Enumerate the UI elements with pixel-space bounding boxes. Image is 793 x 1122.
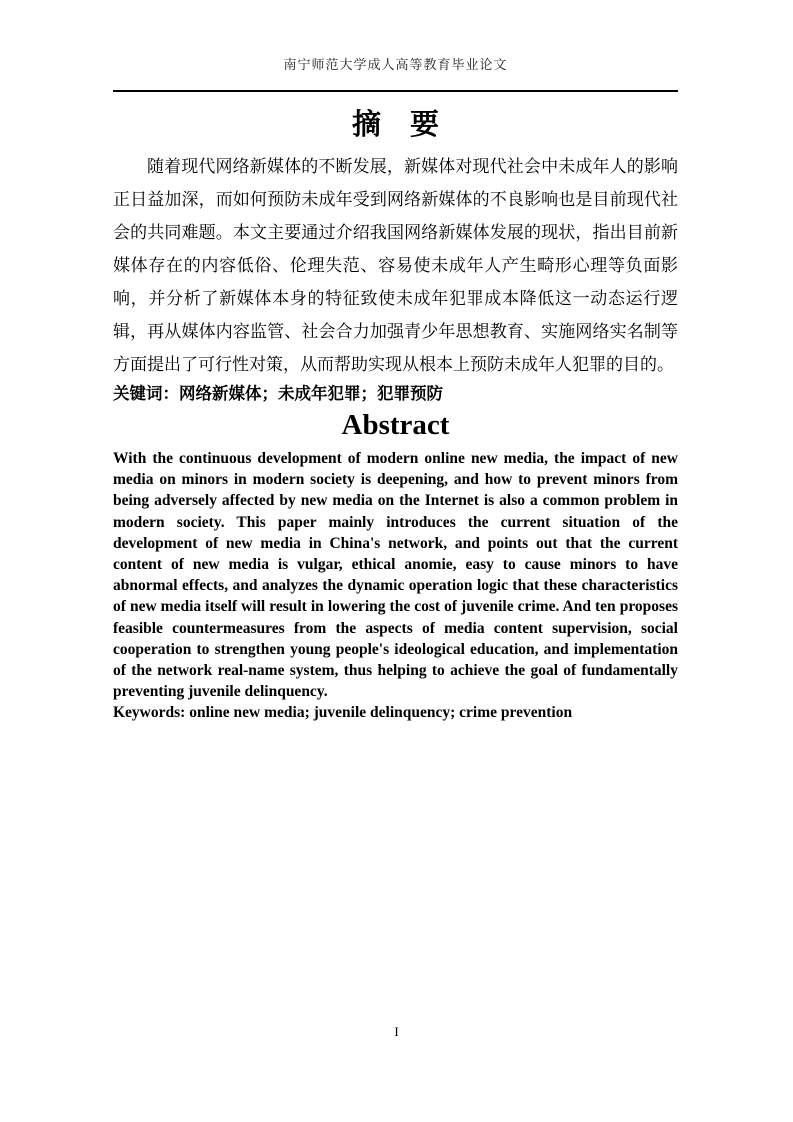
chinese-abstract-title: 摘 要 xyxy=(351,109,439,141)
chinese-abstract-body: 随着现代网络新媒体的不断发展，新媒体对现代社会中未成年人的影响正日益加深，而如何预防未成年受到网络新媒体的不良影响也是目前现代社会的共同难题。本文主要通过介绍我国网络新媒体发展的现状，指出目前新媒体存在的内容低俗、伦理失范、容易使未成年人产生畸形心理等负面影响，并分析了新媒体本身的特征致使未成年犯罪成本降低这一动态运行逻辑，再从媒体内容监管、社会合力加强青少年思想教育、实施网络实名制等方面提出了可行性对策，从而帮助实现从根本上预防未成年人犯罪的目的。 xyxy=(113,157,678,374)
english-abstract-body: With the continuous development of modern online new media, the impact of new media on minors in modern society is deepening, and how to prevent minors from being adversely affected by new media on the Internet is also a common problem in modern society. This paper mainly introduces the current situation of the development of new media in China's network, and points out that the current content of new media is vulgar, ethical anomie, easy to cause minors to have abnormal effects, and analyzes the dynamic operation logic that these characteristics of new media itself will result in lowering the cost of juvenile crime. And ten proposes feasible countermeasures from the aspects of media content supervision, social cooperation to strengthen young people's ideological education, and implementation of the network real-name system, thus helping to achieve the goal of fundamentally preventing juvenile delinquency. xyxy=(113,450,678,701)
chinese-keywords: 关键词：网络新媒体；未成年犯罪；犯罪预防 xyxy=(113,385,443,403)
english-abstract-title: Abstract xyxy=(341,409,450,441)
header-divider xyxy=(113,90,678,92)
running-header: 南宁师范大学成人高等教育毕业论文 xyxy=(283,57,508,72)
page-content xyxy=(113,0,678,724)
page-number: I xyxy=(394,1024,399,1039)
english-keywords: Keywords: online new media; juvenile delinquency; crime prevention xyxy=(113,704,573,722)
